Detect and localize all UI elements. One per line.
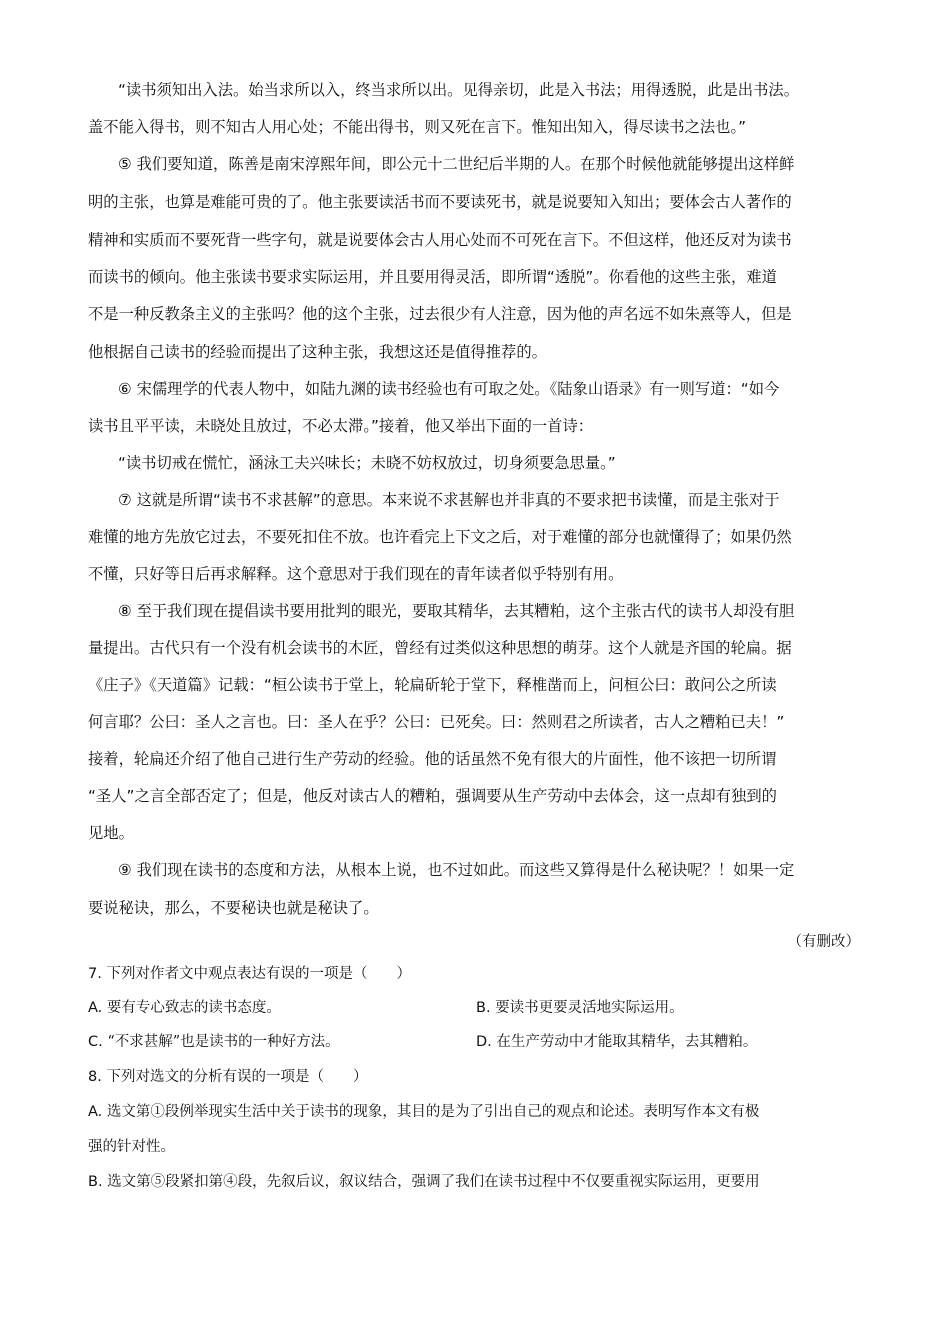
quote-line-1: “读书须知出入法。始当求所以入，终当求所以出。见得亲切，此是入书法；用得透脱，此是出书法。 <box>118 81 799 99</box>
question-7 <box>88 964 411 984</box>
question-7-stem: 下列对作者文中观点表达有误的一项是（ ） <box>101 966 411 982</box>
question-7-option-a <box>88 998 281 1018</box>
para5-line-1: ⑤ 我们要知道，陈善是南宋淳熙年间，即公元十二世纪后半期的人。在那个时候他就能够提出这样鲜 <box>118 155 795 173</box>
para5-line-5: 不是一种反教条主义的主张吗？他的这个主张，过去很少有人注意，因为他的声名远不如朱熹等人，但是 <box>88 305 792 323</box>
abridged-note: （有删改） <box>787 934 860 950</box>
para8-line-1: ⑧ 至于我们现在提倡读书要用批判的眼光，要取其精华，去其糟粕，这个主张古代的读书人却没有胆 <box>118 602 795 620</box>
option-b-label: B. <box>88 1174 103 1190</box>
question-8-option-a <box>88 1102 759 1122</box>
para5-line-3: 精神和实质而不要死背一些字句，就是说要体会古人用心处而不可死在言下。不但这样，他还反对为读书 <box>88 231 792 249</box>
option-b-text: 选文第⑤段紧扣第④段，先叙后议，叙议结合，强调了我们在读书过程中不仅要重视实际运用，更要用 <box>102 1174 760 1190</box>
question-7-option-d <box>476 1032 757 1052</box>
option-b-text: 要读书更要灵活地实际运用。 <box>490 1000 684 1016</box>
para5-line-4: 而读书的倾向。他主张读书要求实际运用，并且要用得灵活，即所谓“透脱”。你看他的这些主张，难道 <box>88 268 777 286</box>
para9-line-1: ⑨ 我们现在读书的态度和方法，从根本上说，也不过如此。而这些又算得是什么秘诀呢？！如果一定 <box>118 861 795 879</box>
poem-line: “读书切戒在慌忙，涵泳工夫兴味长；未晓不妨权放过，切身须要急思量。” <box>118 454 616 472</box>
question-7-option-b <box>476 998 684 1018</box>
option-a-label: A. <box>88 1000 103 1016</box>
option-d-text: 在生产劳动中才能取其精华，去其糟粕。 <box>491 1034 758 1050</box>
question-7-option-c <box>88 1032 340 1052</box>
para5-line-6: 他根据自己读书的经验而提出了这种主张，我想这还是值得推荐的。 <box>88 343 547 361</box>
para8-line-5: 接着，轮扁还介绍了他自己进行生产劳动的经验。他的话虽然不免有很大的片面性，他不该把一切所谓 <box>88 750 777 768</box>
para8-line-3: 《庄子》《天道篇》记载：“桓公读书于堂上，轮扁斫轮于堂下，释椎凿而上，问桓公曰：敢问公之所读 <box>88 676 777 694</box>
question-8 <box>88 1067 367 1087</box>
para7-line-3: 不懂，只好等日后再求解释。这个意思对于我们现在的青年读者似乎特别有用。 <box>88 565 624 583</box>
para7-line-2: 难懂的地方先放它过去，不要死扣住不放。也许看完上下文之后，对于难懂的部分也就懂得了；如果仍然 <box>88 528 792 546</box>
option-a-text: 要有专心致志的读书态度。 <box>102 1000 281 1016</box>
para8-line-7: 见地。 <box>88 824 134 842</box>
para6-line-1: ⑥ 宋儒理学的代表人物中，如陆九渊的读书经验也有可取之处。《陆象山语录》有一则写道：“如今 <box>118 380 780 398</box>
option-a-text: 选文第①段例举现实生活中关于读书的现象，其目的是为了引出自己的观点和论述。表明写作本文有极 <box>102 1104 760 1120</box>
para5-line-2: 明的主张，也算是难能可贵的了。他主张要读活书而不要读死书，就是说要知入知出；要体会古人著作的 <box>88 193 792 211</box>
option-a-label: A. <box>88 1104 103 1120</box>
quote-line-2: 盖不能入得书，则不知古人用心处；不能出得书，则又死在言下。惟知出知入，得尽读书之法也。” <box>88 118 747 136</box>
para8-line-2: 量提出。古代只有一个没有机会读书的木匠，曾经有过类似这种思想的萌芽。这个人就是齐国的轮扁。据 <box>88 639 792 657</box>
question-8-number: 8. <box>88 1069 102 1085</box>
option-d-label: D. <box>476 1034 492 1050</box>
question-8-option-b <box>88 1172 760 1192</box>
question-8-stem: 下列对选文的分析有误的一项是（ ） <box>101 1069 368 1085</box>
para8-line-6: “圣人”之言全部否定了；但是，他反对读古人的糟粕，强调要从生产劳动中去体会，这一点却有独到的 <box>88 787 777 805</box>
option-b-label: B. <box>476 1000 491 1016</box>
para9-line-2: 要说秘诀，那么，不要秘诀也就是秘诀了。 <box>88 899 379 917</box>
question-8-option-a-cont: 强的针对性。 <box>88 1139 175 1155</box>
option-c-text: “不求甚解”也是读书的一种好方法。 <box>102 1034 340 1050</box>
option-c-label: C. <box>88 1034 103 1050</box>
para7-line-1: ⑦ 这就是所谓“读书不求甚解”的意思。本来说不求甚解也并非真的不要求把书读懂，而是主张对于 <box>118 491 780 509</box>
question-7-number: 7. <box>88 966 102 982</box>
para6-line-2: 读书且平平读，未晓处且放过，不必太滞。”接着，他又举出下面的一首诗： <box>88 417 594 435</box>
para8-line-4: 何言耶？公曰：圣人之言也。曰：圣人在乎？公曰：已死矣。曰：然则君之所读者，古人之糟粕已夫！” <box>88 713 785 731</box>
